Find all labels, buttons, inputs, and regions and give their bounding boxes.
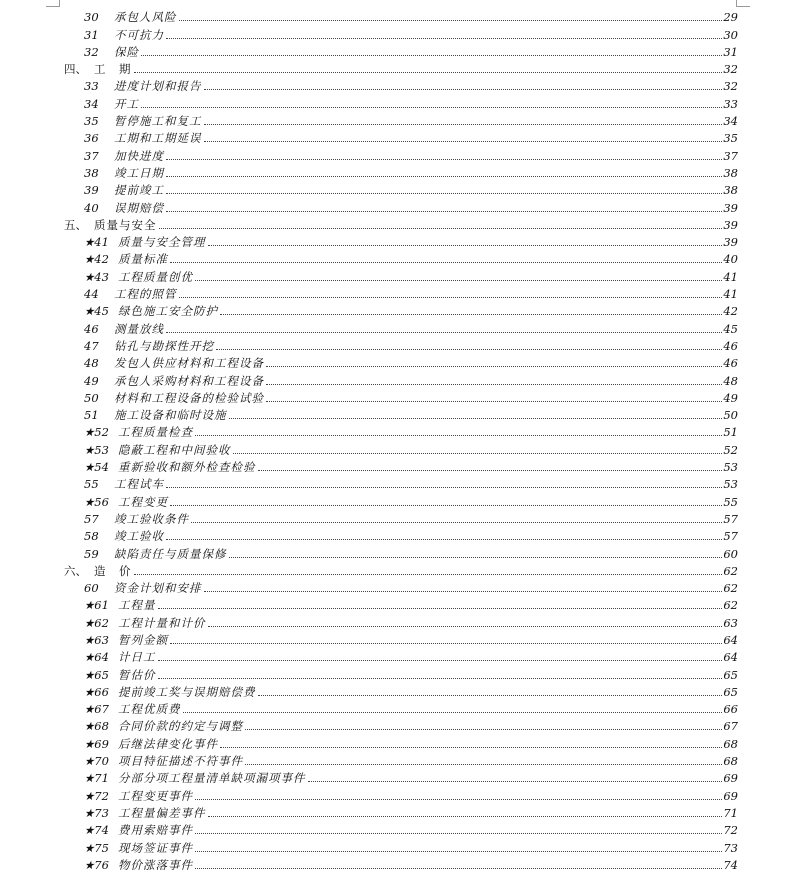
toc-entry-page-number: 65 — [723, 667, 738, 682]
toc-entry[interactable] — [64, 578, 738, 595]
toc-entry[interactable] — [64, 595, 738, 612]
toc-entry[interactable] — [64, 733, 738, 750]
toc-entry-title: 加快进度 — [114, 148, 164, 163]
toc-entry-page-number: 72 — [723, 823, 738, 838]
toc-entry-number: ★62 — [84, 615, 109, 630]
dot-leader — [195, 434, 722, 436]
toc-entry-page-number: 45 — [723, 321, 738, 336]
toc-entry[interactable] — [64, 163, 738, 180]
toc-entry-page-number: 67 — [723, 719, 738, 734]
toc-entry-number: ★54 — [84, 460, 109, 475]
toc-entry[interactable] — [64, 716, 738, 733]
toc-entry-page-number: 42 — [723, 304, 738, 319]
margin-mark-left — [46, 0, 60, 7]
toc-entry-number: 38 — [84, 165, 99, 180]
toc-entry[interactable] — [64, 111, 738, 128]
dot-leader — [166, 175, 722, 177]
dot-leader — [208, 244, 723, 246]
dot-leader — [170, 642, 722, 644]
toc-entry[interactable] — [64, 353, 738, 370]
toc-entry-page-number: 57 — [723, 511, 738, 526]
dot-leader — [266, 383, 722, 385]
toc-entry-number: 49 — [84, 373, 99, 388]
toc-entry-page-number: 64 — [723, 650, 738, 665]
dot-leader — [245, 728, 722, 730]
toc-entry-number: 59 — [84, 546, 99, 561]
toc-entry-number: 60 — [84, 581, 99, 596]
toc-entry-title: 发包人供应材料和工程设备 — [114, 356, 264, 371]
dot-leader — [216, 348, 722, 350]
toc-entry[interactable] — [64, 370, 738, 387]
toc-entry-number: ★74 — [84, 823, 109, 838]
toc-entry-title: 暂估价 — [118, 667, 156, 682]
toc-entry-title: 暂停施工和复工 — [114, 114, 202, 129]
toc-entry-title: 提前竣工 — [114, 183, 164, 198]
toc-entry-page-number: 63 — [723, 615, 738, 630]
toc-entry-title: 竣工日期 — [114, 165, 164, 180]
toc-entry[interactable] — [64, 820, 738, 837]
toc-entry-title: 重新验收和额外检查检验 — [118, 460, 256, 475]
toc-entry[interactable] — [64, 232, 738, 249]
dot-leader — [229, 556, 723, 558]
toc-entry-number: 37 — [84, 148, 99, 163]
dot-leader — [179, 19, 723, 21]
toc-entry[interactable] — [64, 197, 738, 214]
toc-entry-title: 工程试车 — [114, 477, 164, 492]
toc-entry-number: ★65 — [84, 667, 109, 682]
dot-leader — [191, 521, 722, 523]
toc-section-entry[interactable] — [64, 59, 738, 76]
toc-entry-number: 36 — [84, 131, 99, 146]
toc-entry[interactable] — [64, 682, 738, 699]
toc-entry-title: 工程计量和计价 — [118, 615, 206, 630]
toc-entry-page-number: 60 — [723, 546, 738, 561]
toc-entry-page-number: 39 — [723, 217, 738, 232]
dot-leader — [183, 711, 723, 713]
toc-entry-number: ★70 — [84, 754, 109, 769]
toc-entry[interactable] — [64, 318, 738, 335]
dot-leader — [220, 313, 722, 315]
toc-entry[interactable] — [64, 422, 738, 439]
dot-leader — [166, 158, 722, 160]
toc-entry-title: 质量标准 — [118, 252, 168, 267]
toc-entry[interactable] — [64, 336, 738, 353]
dot-leader — [195, 850, 722, 852]
toc-entry-page-number: 38 — [723, 165, 738, 180]
toc-entry-number: ★45 — [84, 304, 109, 319]
toc-entry-page-number: 62 — [723, 598, 738, 613]
toc-entry-page-number: 33 — [723, 96, 738, 111]
toc-entry-number: 58 — [84, 529, 99, 544]
toc-entry-title: 误期赔偿 — [114, 200, 164, 215]
toc-entry-page-number: 50 — [723, 408, 738, 423]
toc-entry[interactable] — [64, 42, 738, 59]
toc-entry[interactable] — [64, 405, 738, 422]
toc-entry[interactable] — [64, 647, 738, 664]
dot-leader — [204, 88, 723, 90]
margin-mark-right — [736, 0, 750, 7]
toc-entry-title: 工程变更事件 — [118, 788, 193, 803]
dot-leader — [266, 400, 722, 402]
toc-entry-page-number: 74 — [723, 857, 738, 872]
toc-entry-title: 竣工验收 — [114, 529, 164, 544]
dot-leader — [179, 296, 723, 298]
toc-entry-number: ★71 — [84, 771, 109, 786]
toc-entry-page-number: 32 — [723, 62, 738, 77]
toc-entry-number: 48 — [84, 356, 99, 371]
toc-section-entry[interactable] — [64, 215, 738, 232]
toc-entry-number: ★41 — [84, 235, 109, 250]
toc-entry-number: ★67 — [84, 702, 109, 717]
toc-entry-title: 保险 — [114, 44, 139, 59]
toc-entry-number: 44 — [84, 287, 99, 302]
toc-entry-number: ★43 — [84, 269, 109, 284]
toc-entry[interactable] — [64, 837, 738, 854]
dot-leader — [170, 504, 722, 506]
toc-entry-number: 46 — [84, 321, 99, 336]
dot-leader — [158, 677, 723, 679]
dot-leader — [258, 469, 723, 471]
toc-entry-number: ★73 — [84, 805, 109, 820]
margin-mark-left-vertical — [59, 0, 60, 7]
toc-entry-page-number: 35 — [723, 131, 738, 146]
toc-entry-title: 工程质量检查 — [118, 425, 193, 440]
toc-entry-number: ★63 — [84, 632, 109, 647]
dot-leader — [141, 106, 722, 108]
toc-entry-page-number: 38 — [723, 183, 738, 198]
toc-entry-number: 34 — [84, 96, 99, 111]
toc-entry-page-number: 57 — [723, 529, 738, 544]
toc-entry[interactable] — [64, 388, 738, 405]
toc-entry-title: 承包人风险 — [114, 10, 177, 25]
toc-entry-page-number: 68 — [723, 736, 738, 751]
toc-entry-title: 工程变更 — [118, 494, 168, 509]
toc-entry[interactable] — [64, 7, 738, 24]
dot-leader — [134, 71, 723, 73]
dot-leader — [195, 867, 722, 869]
toc-entry-page-number: 30 — [723, 27, 738, 42]
margin-mark-right-vertical — [736, 0, 737, 7]
toc-entry-title: 费用索赔事件 — [118, 823, 193, 838]
toc-entry[interactable] — [64, 785, 738, 802]
toc-entry-title: 资金计划和安排 — [114, 581, 202, 596]
toc-entry[interactable] — [64, 301, 738, 318]
toc-entry-page-number: 53 — [723, 460, 738, 475]
toc-entry-page-number: 53 — [723, 477, 738, 492]
toc-entry-page-number: 65 — [723, 684, 738, 699]
toc-entry[interactable] — [64, 24, 738, 41]
toc-entry-page-number: 68 — [723, 754, 738, 769]
dot-leader — [245, 763, 722, 765]
toc-entry[interactable] — [64, 630, 738, 647]
toc-entry-title: 工程量偏差事件 — [118, 805, 206, 820]
toc-entry-title: 工期和工期延误 — [114, 131, 202, 146]
toc-entry-title: 不可抗力 — [114, 27, 164, 42]
dot-leader — [170, 261, 722, 263]
toc-entry[interactable] — [64, 768, 738, 785]
dot-leader — [208, 625, 723, 627]
dot-leader — [159, 227, 723, 229]
toc-entry-page-number: 64 — [723, 632, 738, 647]
toc-entry[interactable] — [64, 509, 738, 526]
toc-entry-title: 提前竣工奖与误期赔偿费 — [118, 684, 256, 699]
toc-entry-number: 47 — [84, 338, 99, 353]
toc-entry[interactable] — [64, 266, 738, 283]
dot-leader — [141, 54, 722, 56]
toc-entry-number: ★69 — [84, 736, 109, 751]
dot-leader — [195, 798, 722, 800]
toc-entry-page-number: 29 — [723, 10, 738, 25]
toc-entry-title: 合同价款的约定与调整 — [118, 719, 243, 734]
toc-entry-title: 工程量 — [118, 598, 156, 613]
toc-entry-page-number: 62 — [723, 581, 738, 596]
toc-entry-number: ★66 — [84, 684, 109, 699]
toc-entry-number: ★42 — [84, 252, 109, 267]
dot-leader — [158, 659, 723, 661]
dot-leader — [166, 210, 722, 212]
toc-entry[interactable] — [64, 93, 738, 110]
toc-entry[interactable] — [64, 855, 738, 872]
dot-leader — [258, 694, 723, 696]
dot-leader — [204, 590, 723, 592]
toc-entry-page-number: 73 — [723, 840, 738, 855]
toc-entry-page-number: 52 — [723, 442, 738, 457]
toc-entry-page-number: 40 — [723, 252, 738, 267]
toc-entry-number: 50 — [84, 390, 99, 405]
toc-entry-title: 工程优质费 — [118, 702, 181, 717]
dot-leader — [166, 192, 722, 194]
toc-entry[interactable] — [64, 803, 738, 820]
toc-entry-number: ★53 — [84, 442, 109, 457]
toc-entry[interactable] — [64, 751, 738, 768]
toc-entry-page-number: 71 — [723, 805, 738, 820]
toc-entry-title: 进度计划和报告 — [114, 79, 202, 94]
toc-entry-title: 施工设备和临时设施 — [114, 408, 227, 423]
toc-entry-page-number: 41 — [723, 269, 738, 284]
toc-entry-page-number: 46 — [723, 356, 738, 371]
dot-leader — [208, 815, 723, 817]
toc-entry-number: ★75 — [84, 840, 109, 855]
toc-entry-page-number: 55 — [723, 494, 738, 509]
toc-entry-page-number: 48 — [723, 373, 738, 388]
dot-leader — [220, 746, 722, 748]
toc-entry-number: ★64 — [84, 650, 109, 665]
toc-entry-number: 51 — [84, 408, 99, 423]
dot-leader — [166, 486, 722, 488]
toc-entry-page-number: 41 — [723, 287, 738, 302]
dot-leader — [195, 279, 722, 281]
toc-entry-number: ★56 — [84, 494, 109, 509]
toc-entry[interactable] — [64, 249, 738, 266]
toc-entry-page-number: 46 — [723, 338, 738, 353]
toc-entry[interactable] — [64, 491, 738, 508]
toc-entry-number: 35 — [84, 114, 99, 129]
dot-leader — [166, 538, 722, 540]
toc-entry-number: ★68 — [84, 719, 109, 734]
toc-entry-number: 六、 — [64, 563, 87, 578]
toc-entry[interactable] — [64, 145, 738, 162]
dot-leader — [195, 832, 722, 834]
toc-entry-title: 测量放线 — [114, 321, 164, 336]
dot-leader — [308, 780, 723, 782]
toc-entry-title: 开工 — [114, 96, 139, 111]
dot-leader — [134, 573, 723, 575]
toc-entry-title: 暂列金额 — [118, 632, 168, 647]
toc-entry-page-number: 62 — [723, 563, 738, 578]
toc-entry-number: 五、 — [64, 217, 87, 232]
toc-entry-title: 物价涨落事件 — [118, 857, 193, 872]
toc-entry-title: 材料和工程设备的检验试验 — [114, 390, 264, 405]
toc-entry-title: 质量与安全 — [94, 217, 157, 232]
toc-entry-page-number: 51 — [723, 425, 738, 440]
toc-entry[interactable] — [64, 76, 738, 93]
toc-entry-title: 项目特征描述不符事件 — [118, 754, 243, 769]
toc-entry-page-number: 66 — [723, 702, 738, 717]
toc-entry-number: ★76 — [84, 857, 109, 872]
toc-entry[interactable] — [64, 180, 738, 197]
toc-entry[interactable] — [64, 439, 738, 456]
toc-entry-title: 造 价 — [94, 563, 132, 578]
toc-entry-title: 竣工验收条件 — [114, 511, 189, 526]
toc-entry[interactable] — [64, 457, 738, 474]
dot-leader — [204, 123, 723, 125]
toc-entry[interactable] — [64, 664, 738, 681]
toc-entry-number: 31 — [84, 27, 99, 42]
toc-entry-title: 质量与安全管理 — [118, 235, 206, 250]
toc-entry-page-number: 37 — [723, 148, 738, 163]
toc-entry-page-number: 69 — [723, 771, 738, 786]
dot-leader — [266, 365, 722, 367]
toc-section-entry[interactable] — [64, 561, 738, 578]
toc-entry-number: ★72 — [84, 788, 109, 803]
toc-entry-page-number: 31 — [723, 44, 738, 59]
toc-entry[interactable] — [64, 543, 738, 560]
toc-entry-number: ★61 — [84, 598, 109, 613]
toc-entry[interactable] — [64, 284, 738, 301]
dot-leader — [158, 607, 723, 609]
toc-entry[interactable] — [64, 128, 738, 145]
toc-entry-title: 工 期 — [94, 62, 132, 77]
dot-leader — [166, 331, 722, 333]
toc-entry-number: 57 — [84, 511, 99, 526]
dot-leader — [229, 417, 723, 419]
toc-entry-number: 33 — [84, 79, 99, 94]
toc-entry-page-number: 69 — [723, 788, 738, 803]
toc-entry-title: 现场签证事件 — [118, 840, 193, 855]
toc-entry-page-number: 39 — [723, 235, 738, 250]
toc-entry[interactable] — [64, 474, 738, 491]
toc-entry-title: 工程的照管 — [114, 287, 177, 302]
toc-entry[interactable] — [64, 612, 738, 629]
table-of-contents — [64, 7, 738, 872]
toc-entry-title: 后继法律变化事件 — [118, 736, 218, 751]
toc-entry-title: 缺陷责任与质量保修 — [114, 546, 227, 561]
toc-entry-title: 绿色施工安全防护 — [118, 304, 218, 319]
toc-entry-number: 四、 — [64, 62, 87, 77]
toc-entry-page-number: 34 — [723, 114, 738, 129]
toc-entry[interactable] — [64, 526, 738, 543]
toc-entry-number: 55 — [84, 477, 99, 492]
toc-entry-page-number: 32 — [723, 79, 738, 94]
toc-entry-number: 39 — [84, 183, 99, 198]
toc-entry-number: 40 — [84, 200, 99, 215]
toc-entry-title: 钻孔与勘探性开挖 — [114, 338, 214, 353]
toc-entry-number: ★52 — [84, 425, 109, 440]
toc-entry-page-number: 49 — [723, 390, 738, 405]
toc-entry-title: 工程质量创优 — [118, 269, 193, 284]
toc-entry-title: 计日工 — [118, 650, 156, 665]
toc-entry-title: 承包人采购材料和工程设备 — [114, 373, 264, 388]
toc-entry-number: 32 — [84, 44, 99, 59]
dot-leader — [204, 140, 723, 142]
dot-leader — [166, 37, 722, 39]
toc-entry-page-number: 39 — [723, 200, 738, 215]
toc-entry-title: 分部分项工程量清单缺项漏项事件 — [118, 771, 306, 786]
toc-entry-number: 30 — [84, 10, 99, 25]
dot-leader — [233, 452, 723, 454]
toc-entry[interactable] — [64, 699, 738, 716]
toc-entry-title: 隐蔽工程和中间验收 — [118, 442, 231, 457]
